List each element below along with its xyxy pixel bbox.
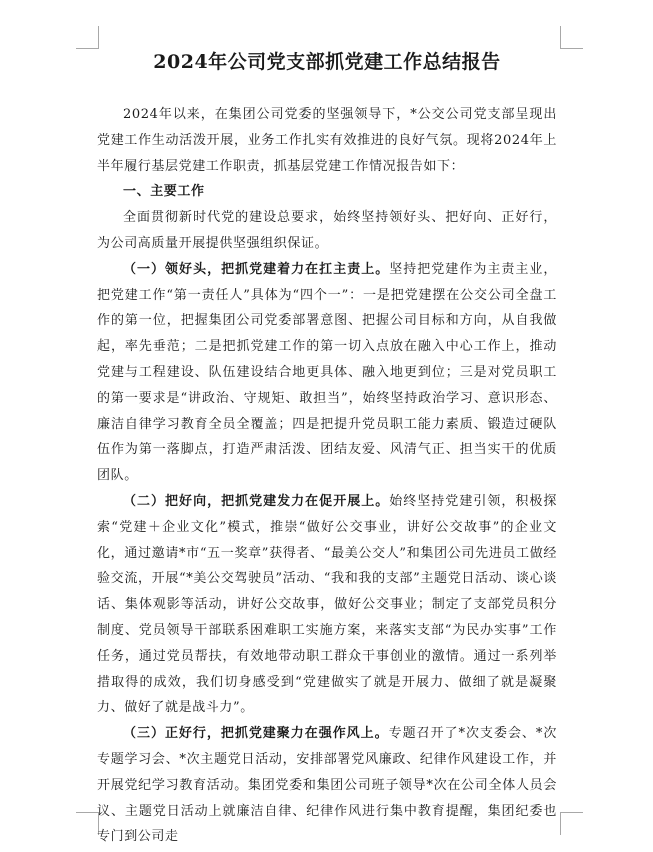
page-corner-mark-top-right bbox=[560, 26, 583, 49]
document-body bbox=[97, 102, 557, 850]
item-2-text: 始终坚持党建引领，积极探索“党建＋企业文化”模式，推崇“做好公交事业，讲好公交故事”的企业文化，通过邀请*市“五一奖章”获得者、“最美公交人”和集团公司先进员工做经验交流，开展“*美公交驾驶员”活动、“我和我的支部”主题党日活动、谈心谈话、集体观影等活动，讲好公交故事，做好公交事业；制定了支部党员积分制度、党员领导干部联系困难职工实施方案，来落实支部“为民办实事”工作任务，通过党员帮扶，有效地带动职工群众干事创业的激情。通过一系列举措取得的成效，我们切身感受到“党建做实了就是开展力、做细了就是凝聚力、做好了就是战斗力”。 bbox=[97, 493, 557, 716]
document-title: 2024年公司党支部抓党建工作总结报告 bbox=[153, 51, 501, 73]
item-2-paragraph bbox=[97, 489, 557, 721]
item-3-paragraph bbox=[97, 721, 557, 850]
page-corner-mark-top-left bbox=[76, 26, 99, 49]
page-corner-mark-bottom-right bbox=[560, 812, 583, 835]
section-intro-paragraph: 全面贯彻新时代党的建设总要求，始终坚持领好头、把好向、正好行，为公司高质量开展提供坚强组织保证。 bbox=[97, 210, 557, 251]
item-2-lead: （二）把好向，把抓党建发力在促开展上。 bbox=[123, 493, 390, 509]
item-1-text: 坚持把党建作为主责主业，把党建工作“第一责任人”具体为“四个一”：一是把党建摆在公交公司全盘工作的第一位，把握集团公司党委部署意图、把握公司目标和方向，从自我做起，率先垂范；二是把抓党建工作的第一切入点放在融入中心工作上，推动党建与工程建设、队伍建设结合地更具体、融入地更到位；三是对党员职工的第一要求是“讲政治、守规矩、敢担当”，始终坚持政治学习、意识形态、廉洁自律学习教育全员全覆盖；四是把提升党员职工能力素质、锻造过硬队伍作为第一落脚点，打造严肃活泼、团结友爱、风清气正、担当实干的优质团队。 bbox=[97, 261, 557, 484]
item-1-lead: （一）领好头，把抓党建着力在扛主责上。 bbox=[123, 261, 390, 277]
intro-paragraph: 2024年以来，在集团公司党委的坚强领导下，*公交公司党支部呈现出党建工作生动活泼开展，业务工作扎实有效推进的良好气氛。现将2024年上半年履行基层党建工作职责，抓基层党建工作情况报告如下： bbox=[97, 107, 557, 174]
document-page bbox=[97, 48, 557, 850]
page-corner-mark-bottom-left bbox=[76, 812, 99, 835]
section-heading-main-work: 一、主要工作 bbox=[123, 184, 205, 200]
item-1-paragraph bbox=[97, 257, 557, 489]
item-3-text: 专题召开了*次支委会、*次专题学习会、*次主题党日活动，安排部署党风廉政、纪律作风建设工作，并开展党纪学习教育活动。集团党委和集团公司班子领导*次在公司全体人员会议、主题党日活动上就廉洁自律、纪律作风进行集中教育提醒，集团纪委也专门到公司走 bbox=[97, 726, 557, 845]
item-3-lead: （三）正好行，把抓党建聚力在强作风上。 bbox=[123, 726, 389, 742]
